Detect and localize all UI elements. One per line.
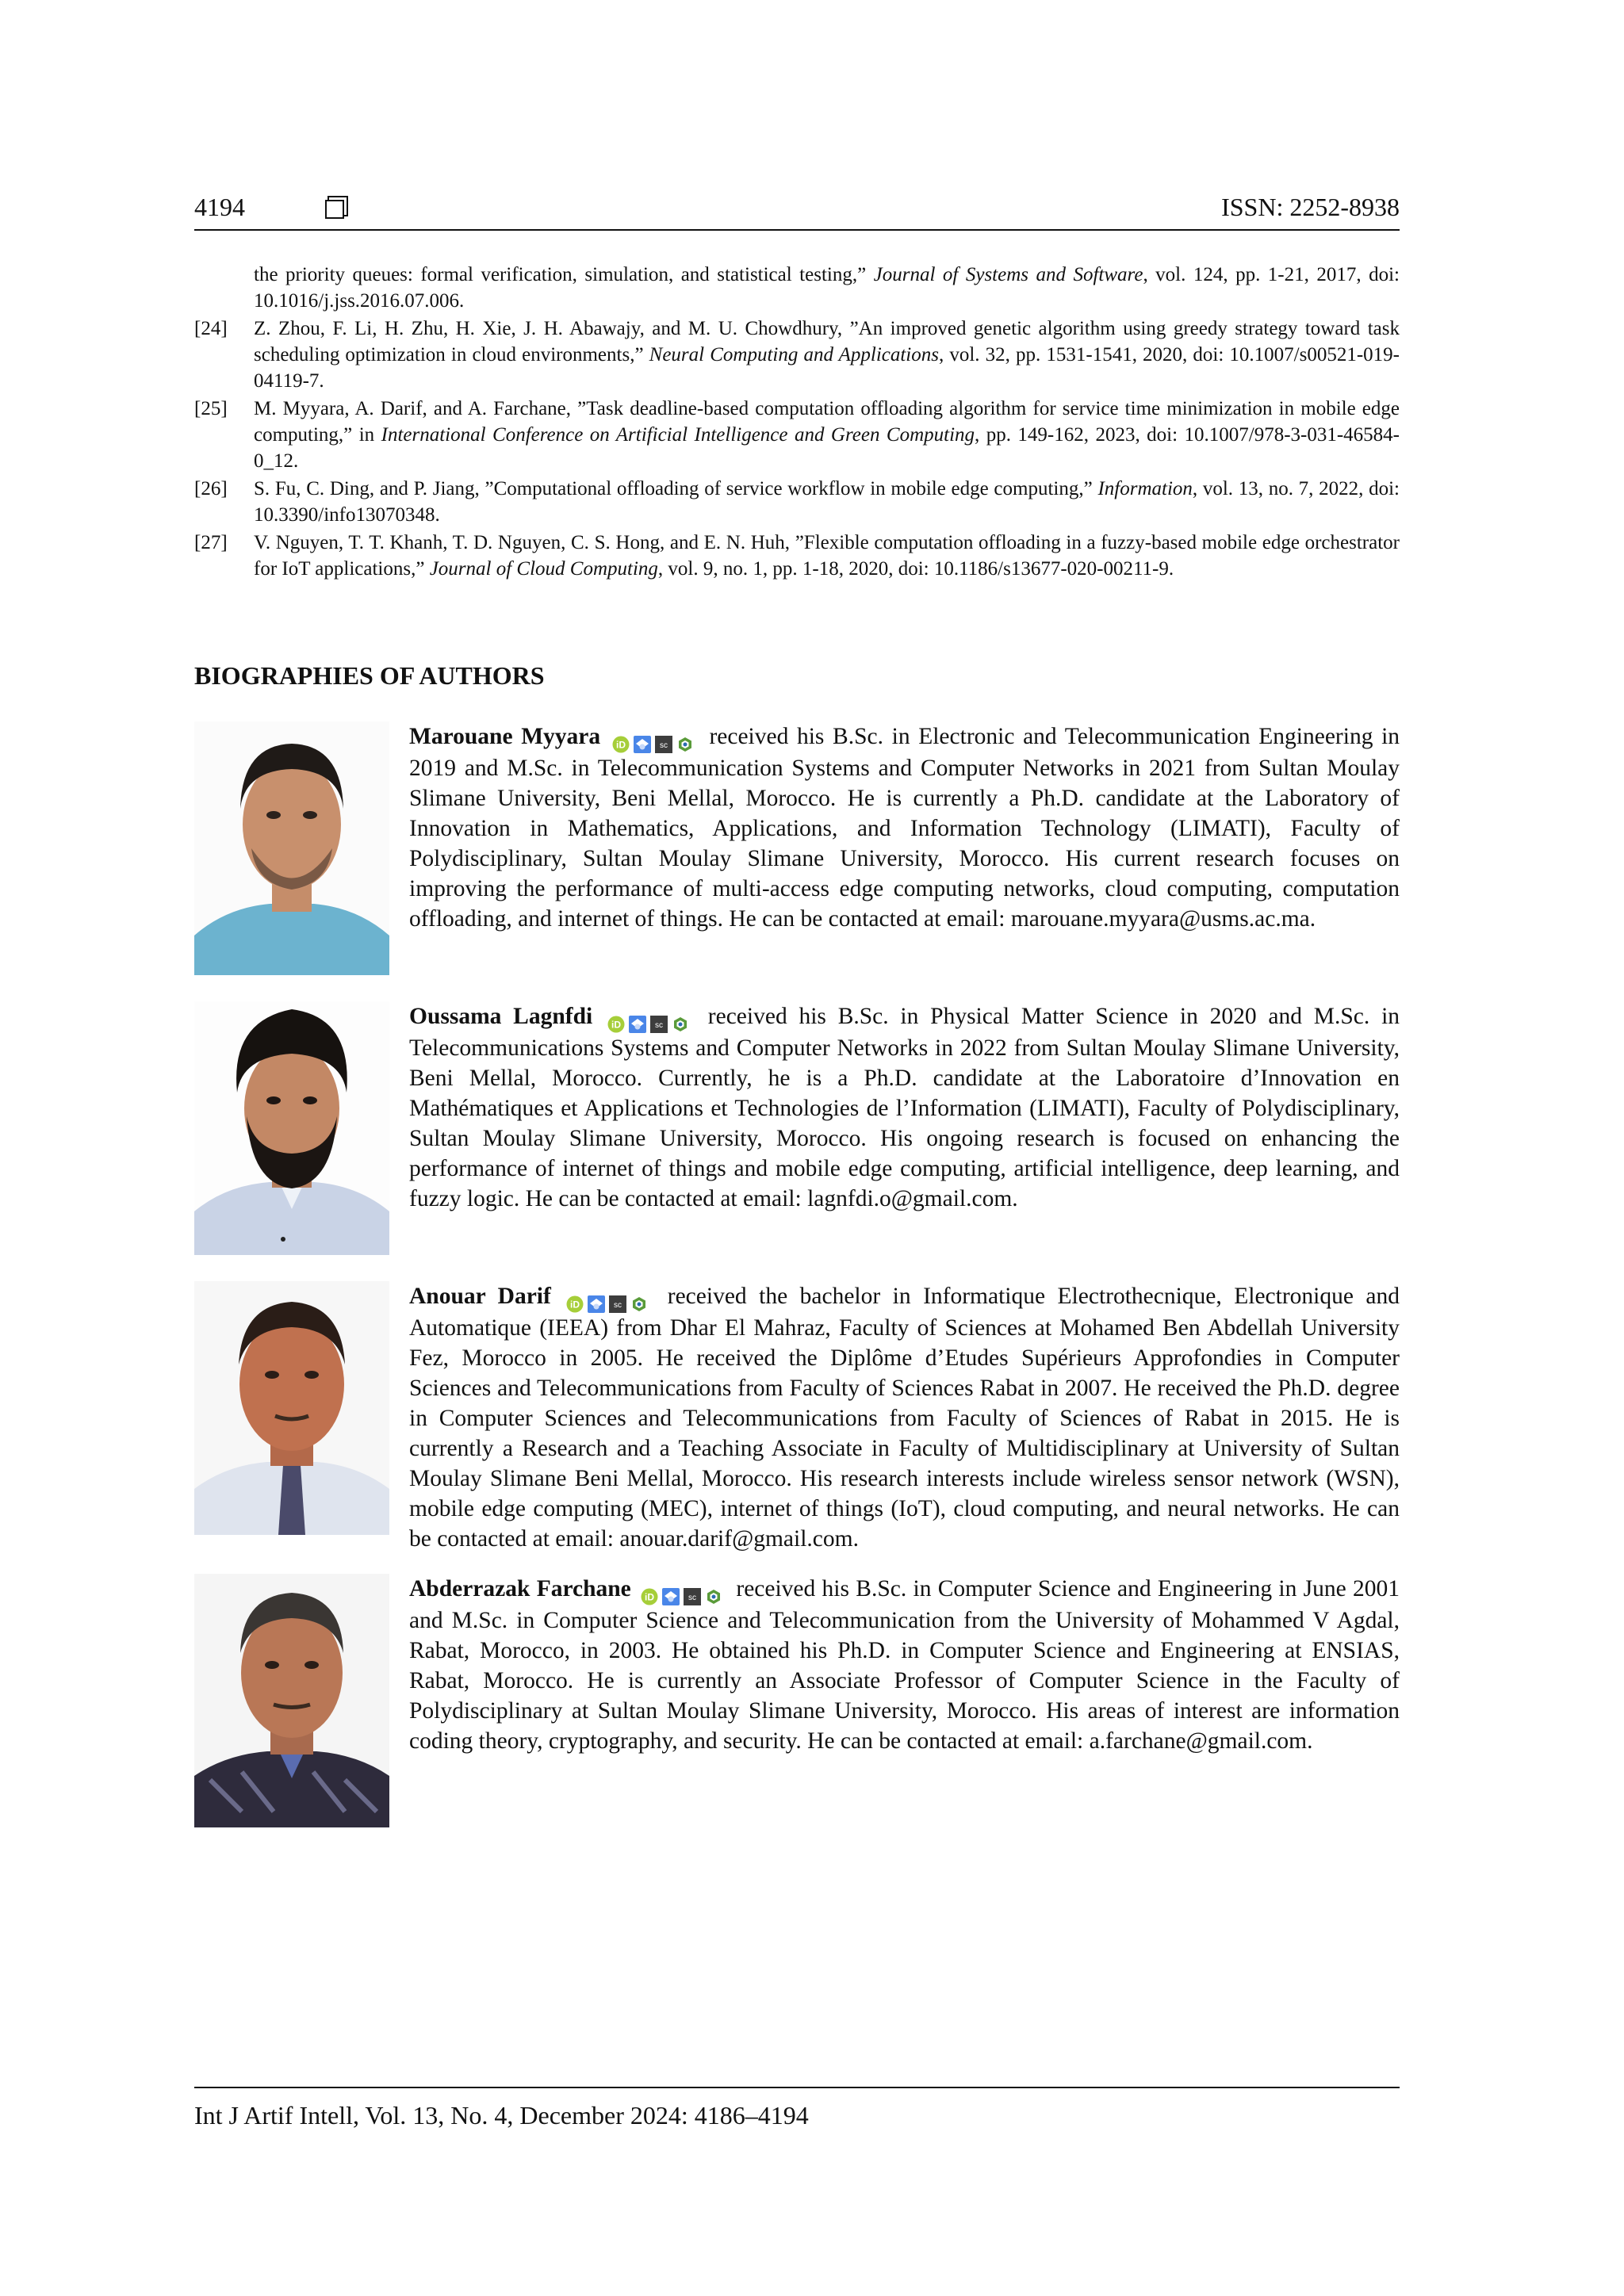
issn: ISSN: 2252-8938 xyxy=(1221,193,1400,221)
google-scholar-icon[interactable] xyxy=(588,1291,605,1308)
reference-item xyxy=(194,262,1400,314)
reference-number: [24] xyxy=(194,318,228,339)
svg-text:sc: sc xyxy=(614,1301,622,1311)
author-bio-body: received his B.Sc. in Electronic and Telecommunication Engineering in 2019 and M.Sc. in Telecommunication Systems and Computer Networks in 2021 from Sultan Moulay Slimane University, Beni Mellal, Morocco. He is currently a Ph.D. candidate at the Laboratory of Innovation in Mathematics, Applications, and Information Technology (LIMATI), Faculty of Polydisciplinary, Sultan Moulay Slimane University, Morocco. His current research focuses on improving the performance of multi-access edge computing networks, cloud computing, computation offloading, and internet of things. He can be contacted at email: marouane.myyara@usms.ac.ma. xyxy=(409,724,1400,932)
orcid-icon[interactable] xyxy=(612,731,630,751)
orcid-icon[interactable] xyxy=(607,1011,625,1031)
scopus-icon[interactable] xyxy=(609,1291,626,1311)
reference-details: , vol. 13, no. 7, 2022, doi: 10.3390/info13070348. xyxy=(254,478,1400,526)
author-bio-text xyxy=(409,721,1400,934)
author-bio-text xyxy=(409,1001,1400,1214)
author-name: Anouar Darif xyxy=(409,1284,551,1309)
reference-details: , vol. 124, pp. 1-21, 2017, doi: 10.1016/j.jss.2016.07.006. xyxy=(254,264,1400,312)
reference-details: , vol. 9, no. 1, pp. 1-18, 2020, doi: 10.1186/s13677-020-00211-9. xyxy=(657,558,1174,580)
section-title: BIOGRAPHIES OF AUTHORS xyxy=(194,661,545,690)
svg-text:iD: iD xyxy=(645,1591,655,1603)
author-profile-links xyxy=(607,1003,693,1033)
reference-item xyxy=(194,316,1400,394)
author-profile-links xyxy=(566,1283,652,1313)
reference-details: , vol. 32, pp. 1531-1541, 2020, doi: 10.1007/s00521-019-04119-7. xyxy=(254,344,1400,392)
author-name: Oussama Lagnfdi xyxy=(409,1004,593,1029)
page-number: 4194 xyxy=(194,193,245,221)
svg-text:iD: iD xyxy=(570,1299,580,1311)
author-name: Marouane Myyara xyxy=(409,724,601,749)
author-photo xyxy=(194,1001,389,1255)
reference-text: M. Myyara, A. Darif, and A. Farchane, ”Task deadline-based computation offloading algorithm for service time minimization in mobile edge computing,” in xyxy=(254,398,1400,446)
publons-icon[interactable] xyxy=(676,731,694,748)
reference-venue: Information xyxy=(1097,478,1193,499)
author-photo xyxy=(194,1574,389,1827)
publons-icon[interactable] xyxy=(630,1291,648,1308)
orcid-icon[interactable] xyxy=(641,1583,658,1601)
reference-venue: Journal of Systems and Software xyxy=(873,264,1143,285)
author-bio-body: received his B.Sc. in Physical Matter Science in 2020 and M.Sc. in Telecommunications Systems and Computer Networks in 2022 from Sultan Moulay Slimane University, Beni Mellal, Morocco. Currently, he is a Ph.D. candidate at the Laboratoire d’Innovation en Mathématiques et Applications et Technologies de l’Information (LIMATI), Faculty of Polydisciplinary, Sultan Moulay Slimane University, Morocco. His ongoing research is focused on enhancing the performance of internet of things and mobile edge computing, artificial intelligence, deep learning, and fuzzy logic. He can be contacted at email: lagnfdi.o@gmail.com. xyxy=(409,1004,1400,1211)
box-symbol-icon xyxy=(325,200,344,219)
author-photo xyxy=(194,1281,389,1535)
footer-citation: Int J Artif Intell, Vol. 13, No. 4, December 2024: 4186–4194 xyxy=(194,2101,809,2130)
author-bio-text xyxy=(409,1574,1400,1756)
author-profile-links xyxy=(641,1575,726,1605)
reference-text: Z. Zhou, F. Li, H. Zhu, H. Xie, J. H. Abawajy, and M. U. Chowdhury, ”An improved genetic algorithm using greedy strategy toward task scheduling optimization in cloud environments,” xyxy=(254,318,1400,365)
reference-number: [25] xyxy=(194,398,228,419)
svg-text:iD: iD xyxy=(611,1019,621,1031)
publons-icon[interactable] xyxy=(672,1011,689,1028)
author-profile-links xyxy=(612,723,698,753)
svg-text:sc: sc xyxy=(659,741,668,751)
author-bio-body: received the bachelor in Informatique Electrothecnique, Electronique and Automatique (IEEA) from Dhar El Mahraz, Faculty of Sciences at Mohamed Ben Abdellah University Fez, Morocco in 2005. He received the Diplôme d’Etudes Supérieurs Approfondies in Computer Sciences and Telecommunications from Faculty of Sciences Rabat in 2007. He received the Ph.D. degree in Computer Sciences and Telecommunications from Faculty of Sciences of Rabat in 2015. He is currently a Research and a Teaching Associate in Faculty of Multidisciplinary at University of Sultan Moulay Slimane Beni Mellal, Morocco. His research interests include wireless sensor network (WSN), mobile edge computing (MEC), internet of things (IoT), cloud computing, and neural networks. He can be contacted at email: anouar.darif@gmail.com. xyxy=(409,1284,1400,1552)
reference-item xyxy=(194,396,1400,474)
scopus-icon[interactable] xyxy=(655,731,672,751)
scopus-icon[interactable] xyxy=(684,1583,701,1601)
google-scholar-icon[interactable] xyxy=(662,1583,680,1601)
reference-text: the priority queues: formal verification, simulation, and statistical testing,” xyxy=(254,264,874,285)
svg-text:iD: iD xyxy=(615,739,626,751)
scopus-icon[interactable] xyxy=(650,1011,668,1031)
reference-item xyxy=(194,476,1400,528)
page-footer xyxy=(194,2087,1400,2130)
author-bio-text xyxy=(409,1281,1400,1554)
reference-details: , pp. 149-162, 2023, doi: 10.1007/978-3-031-46584-0_12. xyxy=(254,424,1400,472)
publons-icon[interactable] xyxy=(705,1583,722,1601)
google-scholar-icon[interactable] xyxy=(634,731,651,748)
page-header xyxy=(194,193,1400,231)
orcid-icon[interactable] xyxy=(566,1291,584,1311)
reference-venue: Journal of Cloud Computing xyxy=(429,558,658,580)
author-photo xyxy=(194,721,389,975)
reference-item xyxy=(194,530,1400,582)
author-name: Abderrazak Farchane xyxy=(409,1576,631,1601)
reference-venue: International Conference on Artificial Intelligence and Green Computing xyxy=(381,424,975,446)
references-list xyxy=(194,262,1400,584)
svg-text:sc: sc xyxy=(688,1594,697,1603)
reference-text: S. Fu, C. Ding, and P. Jiang, ”Computational offloading of service workflow in mobile edge computing,” xyxy=(254,478,1098,499)
reference-text: V. Nguyen, T. T. Khanh, T. D. Nguyen, C. S. Hong, and E. N. Huh, ”Flexible computation offloading in a fuzzy-based mobile edge orchestrator for IoT applications,” xyxy=(254,532,1400,580)
author-bio-body: received his B.Sc. in Computer Science and Engineering in June 2001 and M.Sc. in Computer Science and Telecommunication from the University of Mohammed V Agdal, Rabat, Morocco, in 2003. He obtained his Ph.D. in Computer Science and Engineering at ENSIAS, Rabat, Morocco. He is currently an Associate Professor of Computer Science in the Faculty of Polydisciplinary at Sultan Moulay Slimane University, Morocco. His areas of interest are information coding theory, cryptography, and security. He can be contacted at email: a.farchane@gmail.com. xyxy=(409,1576,1400,1754)
google-scholar-icon[interactable] xyxy=(629,1011,646,1028)
reference-number: [27] xyxy=(194,532,228,553)
reference-number: [26] xyxy=(194,478,228,499)
svg-text:sc: sc xyxy=(655,1021,663,1031)
reference-venue: Neural Computing and Applications xyxy=(649,344,939,365)
